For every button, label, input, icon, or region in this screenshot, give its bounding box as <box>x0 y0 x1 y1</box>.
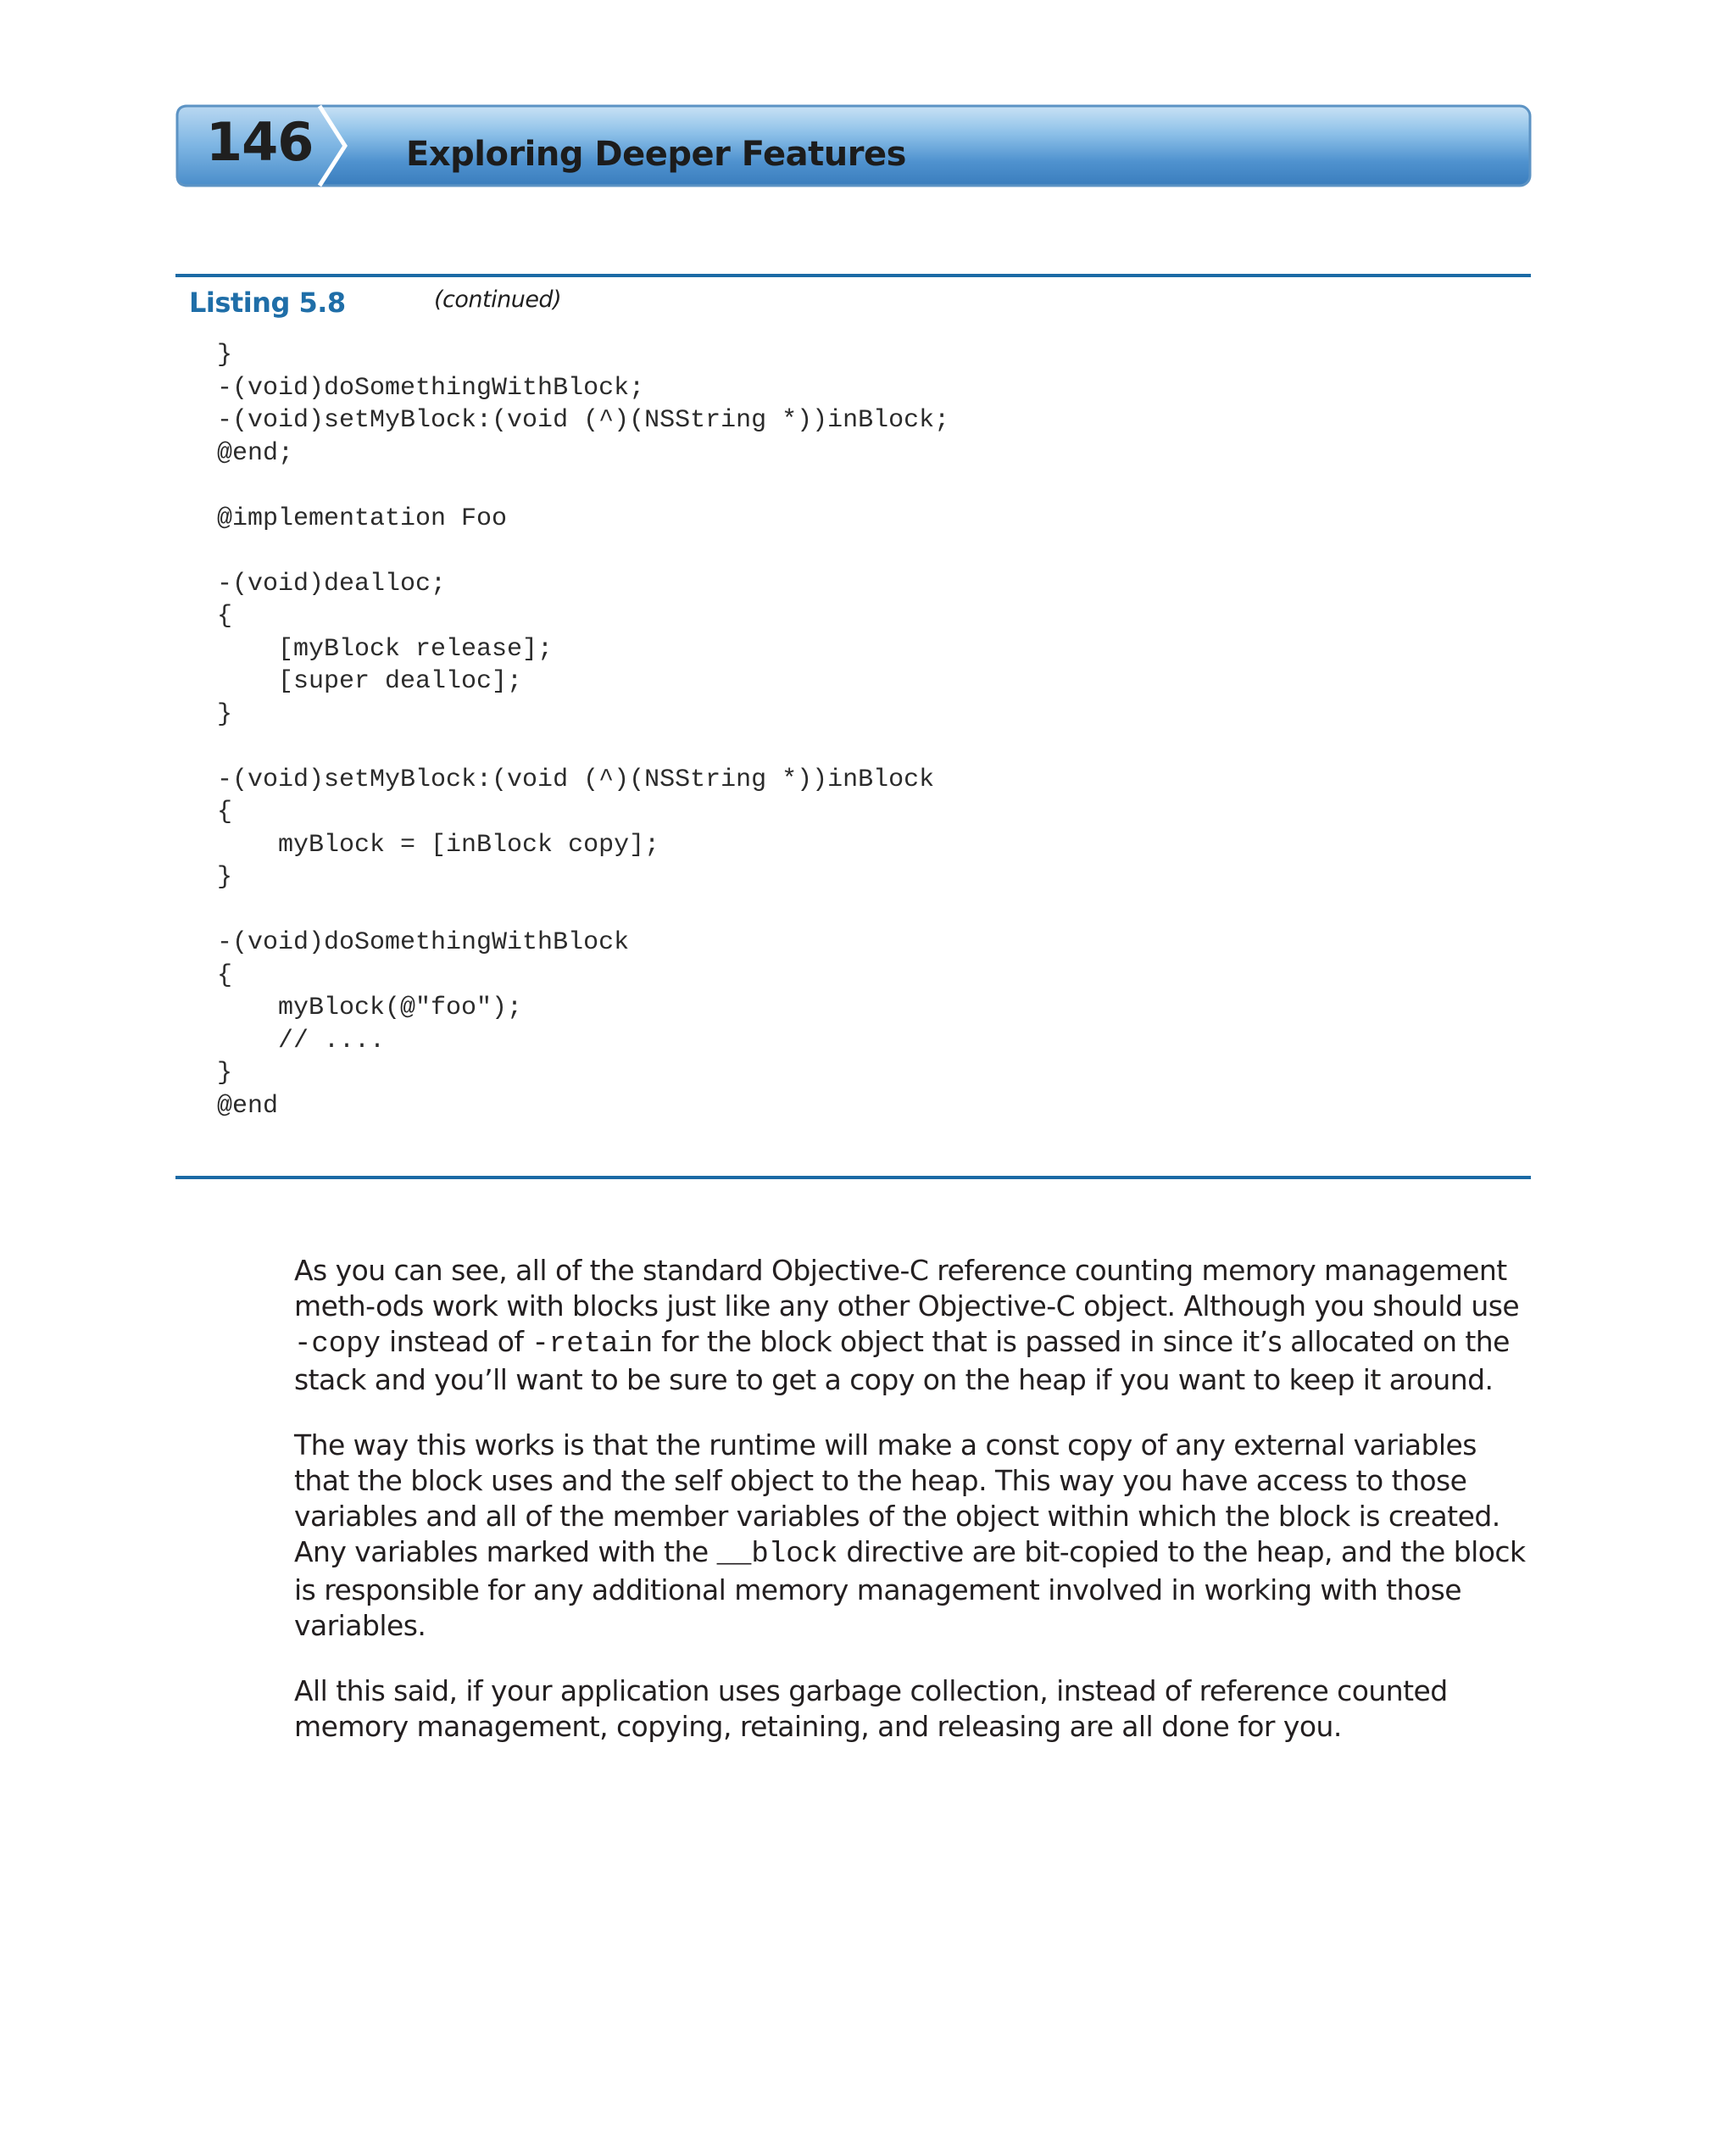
code-line: } <box>217 1059 233 1088</box>
code-line <box>217 470 949 503</box>
paragraph-text: The way this works is that the runtime will make a const copy of any external variables that the block uses and the self object to the heap. This way you have access to those variables and all of the member variables of the object within which the block is created. Any variables marked with the <box>294 1428 1500 1568</box>
code-line: myBlock(@"foo"); <box>217 994 523 1022</box>
listing-bottom-rule <box>175 1176 1531 1179</box>
code-line: } <box>217 341 233 370</box>
paragraph-text: for the block object that is passed in since it’s allocated on the stack and you’ll want to be sure to get a copy on the heap if you want to keep it around. <box>294 1325 1510 1396</box>
code-listing <box>217 339 949 1122</box>
paragraph-text: As you can see, all of the standard Objective-C reference counting memory management meth-ods work with blocks just like any other Objective-C object. Although you should use <box>294 1254 1520 1322</box>
code-line: { <box>217 602 233 631</box>
chapter-title: Exploring Deeper Features <box>406 135 906 174</box>
running-header <box>175 104 1532 189</box>
code-line: } <box>217 699 233 729</box>
body-text <box>294 1253 1536 1774</box>
code-line: // .... <box>217 1026 386 1055</box>
code-line: -(void)setMyBlock:(void (^)(NSString *))inBlock; <box>217 406 950 435</box>
code-line <box>217 894 949 927</box>
page-number: 146 <box>206 111 314 173</box>
code-line: { <box>217 798 233 827</box>
code-line: -(void)doSomethingWithBlock <box>217 928 630 957</box>
code-line: [super dealloc]; <box>217 667 523 696</box>
code-line <box>217 731 949 764</box>
code-line: @implementation Foo <box>217 504 508 533</box>
code-line: myBlock = [inBlock copy]; <box>217 830 660 860</box>
listing-label: Listing 5.8 <box>189 287 346 319</box>
inline-code: __block <box>716 1539 838 1571</box>
code-line: @end <box>217 1091 279 1121</box>
paragraph <box>294 1253 1536 1398</box>
listing-continued-note: (continued) <box>434 287 562 313</box>
code-line: -(void)setMyBlock:(void (^)(NSString *))inBlock <box>217 765 935 794</box>
code-line: -(void)doSomethingWithBlock; <box>217 373 645 403</box>
code-line: -(void)dealloc; <box>217 569 447 598</box>
code-line: @end; <box>217 438 294 468</box>
listing-top-rule <box>175 274 1531 277</box>
inline-code: -retain <box>531 1328 654 1361</box>
paragraph <box>294 1428 1536 1644</box>
paragraph-text: instead of <box>381 1325 532 1358</box>
code-line: [myBlock release]; <box>217 634 554 664</box>
code-line <box>217 535 949 568</box>
inline-code: -copy <box>294 1328 381 1361</box>
code-line: } <box>217 863 233 892</box>
code-line: { <box>217 960 233 990</box>
paragraph-text: directive are bit-copied to the heap, and the block is responsible for any additional memory management involved in working with those variables. <box>294 1535 1526 1642</box>
paragraph: All this said, if your application uses garbage collection, instead of reference counted memory management, copying, retaining, and releasing are all done for you. <box>294 1674 1448 1743</box>
